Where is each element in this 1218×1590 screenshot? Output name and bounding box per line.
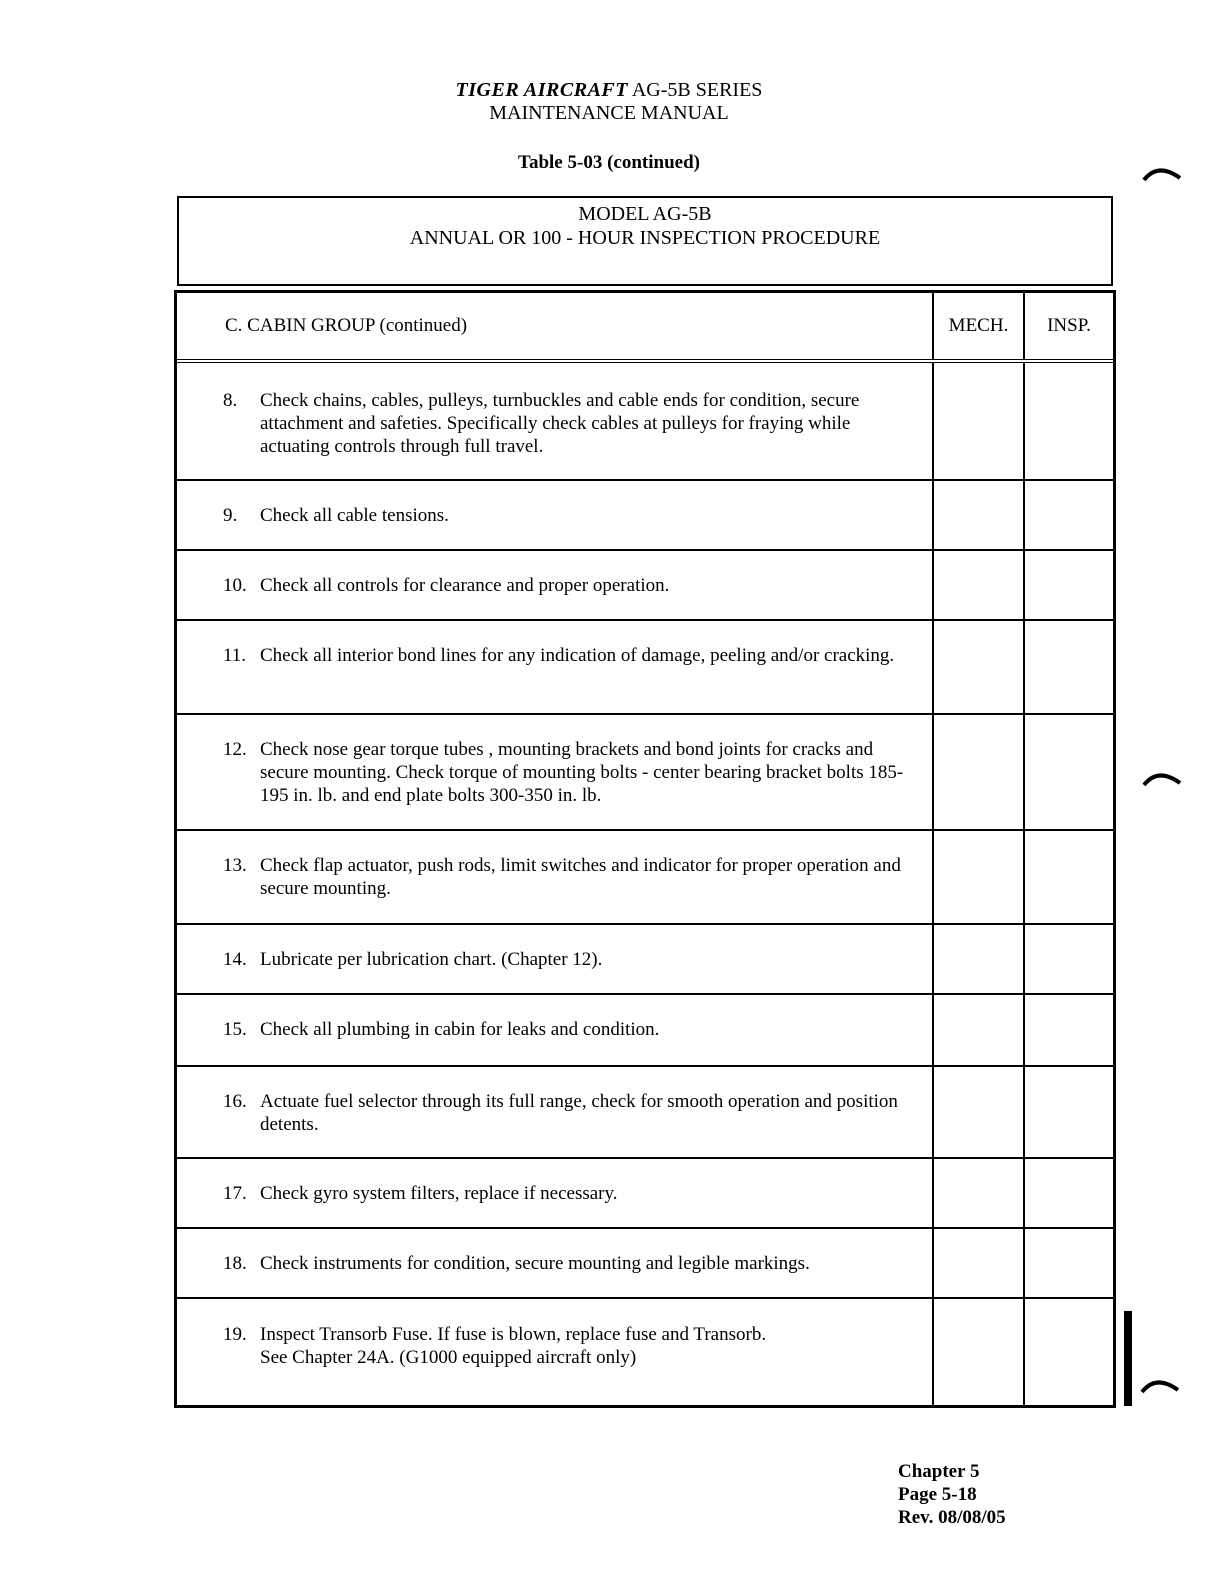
- item-number: 14.: [223, 949, 247, 970]
- column-divider: [932, 551, 934, 619]
- item-text: Check nose gear torque tubes , mounting brackets and bond joints for cracks and secure mounting. Check torque of mounting bolts - center bearing bracket bolts 185-195 in. lb. and end plate bolts 300-350 in. lb.: [260, 739, 904, 806]
- table-row: [177, 1229, 1113, 1299]
- procedure-cell: [177, 481, 932, 549]
- footer-revision: Rev. 08/08/05: [898, 1507, 1006, 1528]
- table-row: [177, 925, 1113, 995]
- item-number: 17.: [223, 1183, 247, 1204]
- insp-column-header: INSP.: [1047, 315, 1091, 336]
- procedure-cell: [177, 831, 932, 923]
- change-bar: [1124, 1311, 1132, 1406]
- column-divider: [932, 481, 934, 549]
- manual-header-line1: [0, 78, 1218, 102]
- procedure-cell: [177, 1159, 932, 1227]
- item-number: 19.: [223, 1324, 247, 1345]
- item-number: 10.: [223, 575, 247, 596]
- item-text: Check all interior bond lines for any indication of damage, peeling and/or cracking.: [260, 645, 895, 666]
- model-title: MODEL AG-5B: [578, 203, 712, 225]
- item-number: 13.: [223, 855, 247, 876]
- column-divider: [1023, 831, 1025, 923]
- procedure-cell: [177, 995, 932, 1065]
- table-row: [177, 363, 1113, 481]
- column-divider: [1023, 925, 1025, 993]
- column-divider: [932, 363, 934, 479]
- item-number: 15.: [223, 1019, 247, 1040]
- footer-chapter: Chapter 5: [898, 1461, 980, 1482]
- column-divider: [932, 1159, 934, 1227]
- column-divider: [932, 995, 934, 1065]
- procedure-cell: [177, 925, 932, 993]
- column-divider: [1023, 1299, 1025, 1405]
- column-divider: [1023, 621, 1025, 713]
- item-text: Check all cable tensions.: [260, 505, 449, 526]
- column-divider: [1023, 715, 1025, 829]
- revision-mark-icon: [1142, 765, 1182, 787]
- procedure-cell: [177, 363, 932, 479]
- table-row: [177, 1067, 1113, 1159]
- item-number: 12.: [223, 739, 247, 760]
- table-row: [177, 831, 1113, 925]
- procedure-cell: [177, 1299, 932, 1405]
- item-text: Check flap actuator, push rods, limit switches and indicator for proper operation and secure mounting.: [260, 855, 901, 899]
- page-footer: [898, 1460, 1006, 1529]
- table-title-box: [177, 196, 1113, 286]
- column-divider: [932, 1299, 934, 1405]
- column-divider: [1023, 363, 1025, 479]
- item-text: Check chains, cables, pulleys, turnbuckles and cable ends for condition, secure attachment and safeties. Specifically check cables at pulleys for fraying while actuating controls through full travel.: [260, 390, 860, 457]
- item-text: Check instruments for condition, secure mounting and legible markings.: [260, 1253, 810, 1274]
- table-caption: Table 5-03 (continued): [518, 152, 700, 173]
- column-divider: [932, 715, 934, 829]
- manual-header-line2: MAINTENANCE MANUAL: [489, 102, 729, 124]
- series-name: AG-5B SERIES: [627, 79, 763, 101]
- column-divider: [1023, 551, 1025, 619]
- column-divider: [932, 621, 934, 713]
- procedure-cell: [177, 715, 932, 829]
- procedure-cell: [177, 1229, 932, 1297]
- section-title: C. CABIN GROUP (continued): [225, 315, 468, 336]
- procedure-title: ANNUAL OR 100 - HOUR INSPECTION PROCEDURE: [409, 227, 881, 249]
- column-divider: [1023, 995, 1025, 1065]
- item-text: Check all controls for clearance and proper operation.: [260, 575, 670, 596]
- column-divider: [932, 831, 934, 923]
- revision-mark-icon: [1140, 1372, 1180, 1394]
- mech-column-header: MECH.: [948, 315, 1009, 336]
- table-row: [177, 1159, 1113, 1229]
- procedure-cell: [177, 621, 932, 713]
- column-divider: [1023, 1159, 1025, 1227]
- table-row: [177, 621, 1113, 715]
- table-row: [177, 481, 1113, 551]
- brand-name: TIGER AIRCRAFT: [455, 79, 628, 101]
- column-divider: [932, 1067, 934, 1157]
- item-text: Check gyro system filters, replace if necessary.: [260, 1183, 618, 1204]
- item-number: 11.: [223, 645, 247, 666]
- footer-page: Page 5-18: [898, 1484, 977, 1505]
- column-divider: [1023, 1067, 1025, 1157]
- inspection-table: [174, 290, 1116, 1408]
- item-text-reference: See Chapter 24A. (G1000 equipped aircraft only): [260, 1347, 637, 1368]
- column-divider: [1023, 481, 1025, 549]
- procedure-cell: [177, 1067, 932, 1157]
- item-text: Actuate fuel selector through its full range, check for smooth operation and position detents.: [260, 1091, 898, 1135]
- item-text: Lubricate per lubrication chart. (Chapter 12).: [260, 949, 603, 970]
- item-text: Inspect Transorb Fuse. If fuse is blown, replace fuse and Transorb.: [260, 1324, 767, 1345]
- item-number: 18.: [223, 1253, 247, 1274]
- table-header-row: [177, 293, 1113, 363]
- procedure-cell: [177, 551, 932, 619]
- column-divider: [1023, 1229, 1025, 1297]
- item-number: 16.: [223, 1091, 247, 1112]
- column-divider: [932, 925, 934, 993]
- revision-mark-icon: [1142, 160, 1182, 182]
- table-row: [177, 995, 1113, 1067]
- column-divider: [932, 1229, 934, 1297]
- table-row: [177, 551, 1113, 621]
- table-row: [177, 715, 1113, 831]
- item-number: 8.: [223, 390, 238, 411]
- item-text: Check all plumbing in cabin for leaks and condition.: [260, 1019, 660, 1040]
- item-number: 9.: [223, 505, 238, 526]
- table-row: [177, 1299, 1113, 1405]
